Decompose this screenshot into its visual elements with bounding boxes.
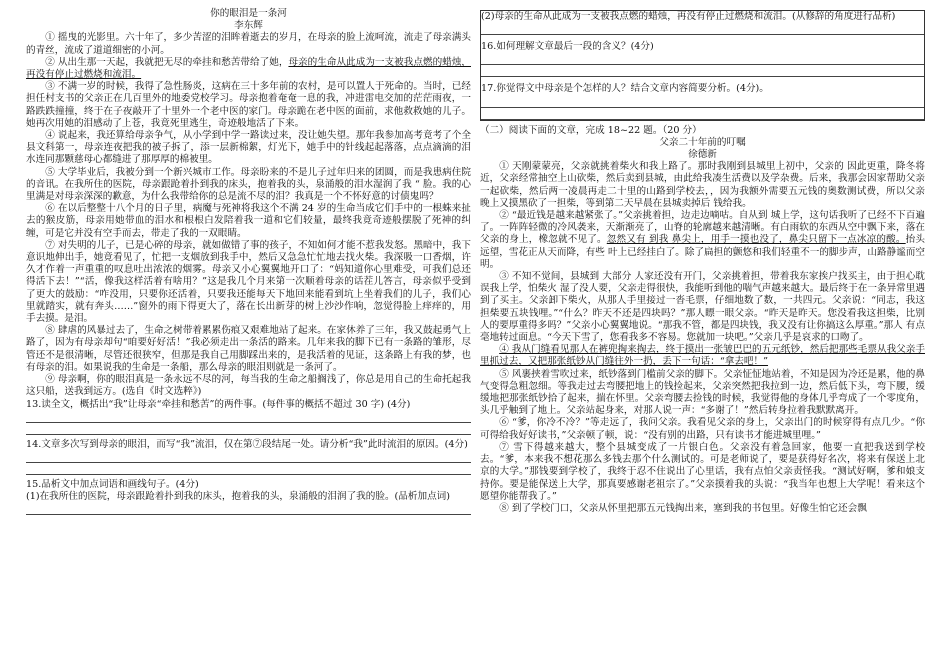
question-14: 14.文章多次写到母亲的眼泪，而写“我”流泪，仅在第⑦段结尾一处。请分析“我”此时流泪的原因。(4分) <box>26 438 468 450</box>
answer-line[interactable] <box>481 65 924 77</box>
paragraph-4-line-2: 毛票从我父亲手里抓过去，又把那张纸钞从门缝往外一扔，丢下一句话：“拿去吧！” <box>480 344 925 368</box>
answer-line[interactable] <box>481 23 924 35</box>
article-2-author: 徐德新 <box>688 149 717 161</box>
question-16: 16.如何理解文章最后一段的含义？(4分) <box>481 41 654 53</box>
paragraph-5: ⑤ 大学毕业后，我被分到一个新兴城市工作。母亲盼来的不是儿子过年归来的团圆，而是我患病住院的音讯。在我所住的医院，母亲跟跄着扑到我的床头，抱着我的头，泉涌般的泪水湿润了我 “ 脸。我的心里满是对母亲深深的歉意，为什么我带给你的总是流不尽的泪？我真是一个不怀好意的讨债鬼吗？ <box>26 166 471 203</box>
article-2-paragraph-2 <box>480 210 925 271</box>
answer-line[interactable] <box>26 423 471 435</box>
paragraph-8: ⑧ 肆虐的风暴过去了，生命之树带着累累伤痕又艰难地站了起来。在家休养了三年，我又鼓起勇气上路了，因为有母亲却句“咱要好好活！”我必须走出一条活的路来。几年来我的脚下已有一条路的雏形，尽管还不是很清晰，尽管还很狭窄，但那是我自己用脚踩出来的，是我活着的见证，这条路上有我的梦，也有母亲的泪。如果说我的生命是一条船，那么母亲的眼泪则就是一条河了。 <box>26 325 471 373</box>
paragraph-1: ① 摇曳的光影里。六十年了，多少苦涩的泪眸着逝去的岁月，在母亲的脸上流呵流，流走了母亲满头的青丝，流成了道道细密的小河。 <box>26 32 471 56</box>
answer-line[interactable] <box>481 96 924 108</box>
article-2-paragraph-1: ① 天刚蒙蒙亮，父亲就挑着柴火和我上路了。那时我刚到县城里上初中，父亲的 因此更重，降冬将近，父亲经常抽空上山砍柴，然后卖到县城，由此给我凑生活费以及学杂费。后来，我那会因家帮助父亲一起砍柴，然后两一凌晨再走二十里的山路到学校去，，因为我额外需要五元钱的奥数测试费，所以父亲晚上又摸黑砍了一担柴，等到第二天早晨在县城卖掉后 钱给我。 <box>480 161 925 209</box>
right-column <box>480 0 925 672</box>
article-2-paragraph-6: ⑥ “爹，你冷不冷？”等走远了，我问父亲。我看见父亲的身上，父亲出门的时候穿得有点几少。“你可得给我好好读书，”父亲顿了顿，说：“没有别的出路，只有读书才能进城里哩。” <box>480 417 925 441</box>
left-column <box>26 0 471 672</box>
underlined-sentence: 忽然又有 到我 鼻尖上，用手一摸也没了，鼻尖只留下一点冰凉的酸。 <box>606 234 906 246</box>
answer-line[interactable] <box>26 411 471 423</box>
answer-line[interactable] <box>26 451 471 463</box>
paragraph-6: ⑥ 在以后整整十八个月的日子里，病魔与死神将我这个不满 24 岁的生命当成它们手中的一根蛛来扯去的猴皮筋，母亲用她带血的泪水和根根白发陪着我一道和它们较量，最终我竟奇迹般摆脱了死神的纠缠，可是它并没有空手而去，带走了我的一双眼睛。 <box>26 203 471 239</box>
article-2-paragraph-5: ⑤ 风裹挟着雪吹过来，纸钞落到门槛前父亲的脚下。父亲怔怔地站着，不知是因为冷还是累，他的鼻气变得急粗忽细。等我走过去弯腰把地上的钱捡起来，父亲突然把我拉到一边，然后低下头，弯下腰，缓缓地把那张纸钞拾了起来，揣在怀里。父亲弯腰去捡钱的时候，我觉得他的身体几乎弯成了一个零度角，头几乎触到了地上。父亲站起身来，对那人说一声：“多谢了！”然后转身拉着我默默离开。 <box>480 368 925 417</box>
paragraph-4-line-1: ④ 我从门缝看见那人在裤兜掏来掏去，终于摸出一张皱巴巴的五元纸钞，然后把那些 <box>499 344 858 356</box>
paragraph-4: ④ 说起来，我还算给母亲争气，从小学到中学一路读过来，没让她失望。那年我参加高考竟考了个全县文科第一，母亲连夜把我的被子拆了，添一层新棉絮，灯光下，她手中的针线起起落落，点点滴滴的泪水连同那颗慈母心都缝进了那厚厚的棉被里。 <box>26 130 471 166</box>
article-2-title: 父亲二十年前的叮嘱 <box>659 136 746 148</box>
article-2-paragraph-8: ⑧ 到了学校门口，父亲从怀里把那五元钱掏出来，塞到我的书包里。好像生怕它还会飘 <box>499 502 867 514</box>
question-17: 17.你觉得文中母亲是个怎样的人？结合文章内容简要分析。(4分)。 <box>481 83 769 95</box>
answer-line[interactable] <box>481 108 924 120</box>
answer-line[interactable] <box>26 463 471 475</box>
article-2-paragraph-3: ③ 不知不觉间，县城到 大部分 人家还没有开门，父亲挑着担，带着我东家挨户找买主，由于担心耽误我上学，怕柴火 湿了没人要，父亲走得很快，我能听到他的喘气声越来越大。最后终于在一条异常里遇到了买主。父亲卸下柴火，从那人手里接过一沓毛票，仔细地数了数，一共四元。父亲说：“同志，我这担柴要五块钱哩。”“什么？昨天不还是四块吗？”那人瞟一眼父亲。“昨天是昨天。您没看我这担柴，比别人的要厚重得多吗？”父亲小心翼翼地说。“那我不管，都是四块钱，我又没有让你搞这么厚重。”那人 有点毫地转过面息。“今天下雪了，您看我多不容易。您就加一块吧。”父亲几乎是哀求的口吻了。 <box>480 271 925 344</box>
answer-line[interactable] <box>481 53 924 65</box>
article-2-paragraph-7: ⑦ 雪下得越来越大，整个县城变成了一片银白色。父亲没有着急回家，他要一直把我送到学校去。“爹，本来我不想花那么多钱去那个什么测试的。可是老师说了，要是获得好名次，将来有保送上北京的大学。”那钱要到学校了，我终于忍不住说出了心里话，我有点怕父亲责怪我。“测试好啊，爹和娘支持你。要是能保送上大学，那真要感谢老祖宗了。”父亲摸着我的头说：“我当年也想上大学呢！看来这个愿望你能帮我了。” <box>480 441 925 502</box>
paragraph-2 <box>26 57 471 81</box>
paragraph-3: ③ 不满一岁的时候，我得了急性肠炎，这病在三十多年前的农村，是可以置人于死命的。当时，已经担任村支书的父亲正在几百里外的地委党校学习。母亲抱着奄奄一息的我，冲进雷电交加的茫茫雨夜，一路跌跌撞撞，终于在子夜敲开了十里外一个老中医的家门。母亲跪在老中医的面前，求他救救她的儿子。她再次用她的泪感动了上苍，我竟死里逃生，奇迹般地活了下来。 <box>26 81 471 129</box>
article-2-paragraph-4 <box>480 344 925 368</box>
paragraph-2-text: ② “最近钱是越来越紧张了。”父亲挑着担，边走边嘀咕。自从到 城上学，这句话我听了已经不下百遍了。一阵阵轻微的冷风袭来，天渐渐亮了，山脊的轮廓越来越清晰。有白雨软的东西从空中飘下来，落在父亲的身上，橡忽就不见了。 <box>480 210 925 246</box>
article-title: 你的眼泪是一条河 <box>210 8 287 19</box>
question-13: 13.读全文，概括出“我”让母亲“牵挂和愁苦”的两件事。(每件事的概括不超过 30 字) (4分) <box>26 398 411 410</box>
question-15-1: (1)在我所住的医院，母亲跟跄着扑到我的床头，抱着我的头，泉涌般的泪润了我的脸。(品析加点词) <box>26 491 451 503</box>
article-author: 李东辉 <box>234 20 263 32</box>
question-box <box>480 10 925 121</box>
paragraph-2-text-end: 抬头远望，雪花正从天而降，有些 叶上已经挂白了。除了扁担的颤悠和我们轻重不一的脚步声，山路静谧而空明。 <box>480 234 925 270</box>
paragraph-2-text: ② 从出生那一天起，我就把无尽的牵挂和愁苦带给了她， <box>45 56 289 68</box>
paragraph-7: ⑦ 对失明的儿子，已是心碎的母亲，就如做错了事的孩子，不知如何才能不惹我发怒。黑暗中，我下意识地伸出手，她竟看见了，忙把一支烟放到我手中，然后又急急忙忙地去找火柴。我深吸一口香烟，许久才作着一声重重的叹息吐出浓浓的烟雾。母亲又小心翼翼地开口了：“妈知道你心里难受，可我们总还得活下去！”“活，像我这样活着有啥用？”这是我几个月来第一次顺着母亲的话茬儿答言，母亲似乎受到了更大的鼓励：“咋没用，只要你还活着，只要我还能每天下地回来能看到坑上坐着我们的儿子，我们心里就踏实，就有奔头……”窗外的雨下得更大了，落在长出新芽的树上沙沙作响，忽觉得脸上痒痒的，用手去摸。是泪。 <box>26 239 471 325</box>
underlined-sentence: 母亲的生命从此成为一支被我点燃的蜡烛，再没有停止过燃烧和流泪。 <box>26 56 471 81</box>
paragraph-9: ⑨ 母亲啊，你的眼泪真是一条永远不尽的河，每当我的生命之船搁浅了，你总是用自己的生命托起我这只船，送我到远方。(选自《时文选粹》) <box>26 374 471 398</box>
question-15: 15.品析文中加点词语和画线句子。(4分) <box>26 478 199 490</box>
section-2-heading: （二）阅读下面的文章，完成 18~22 题。（20 分） <box>480 124 702 136</box>
question-15-2: (2)母亲的生命从此成为一支被我点燃的蜡烛，再没有停止过燃烧和流泪。(从修辞的角度进行品析) <box>481 11 896 22</box>
answer-line[interactable] <box>26 503 471 515</box>
